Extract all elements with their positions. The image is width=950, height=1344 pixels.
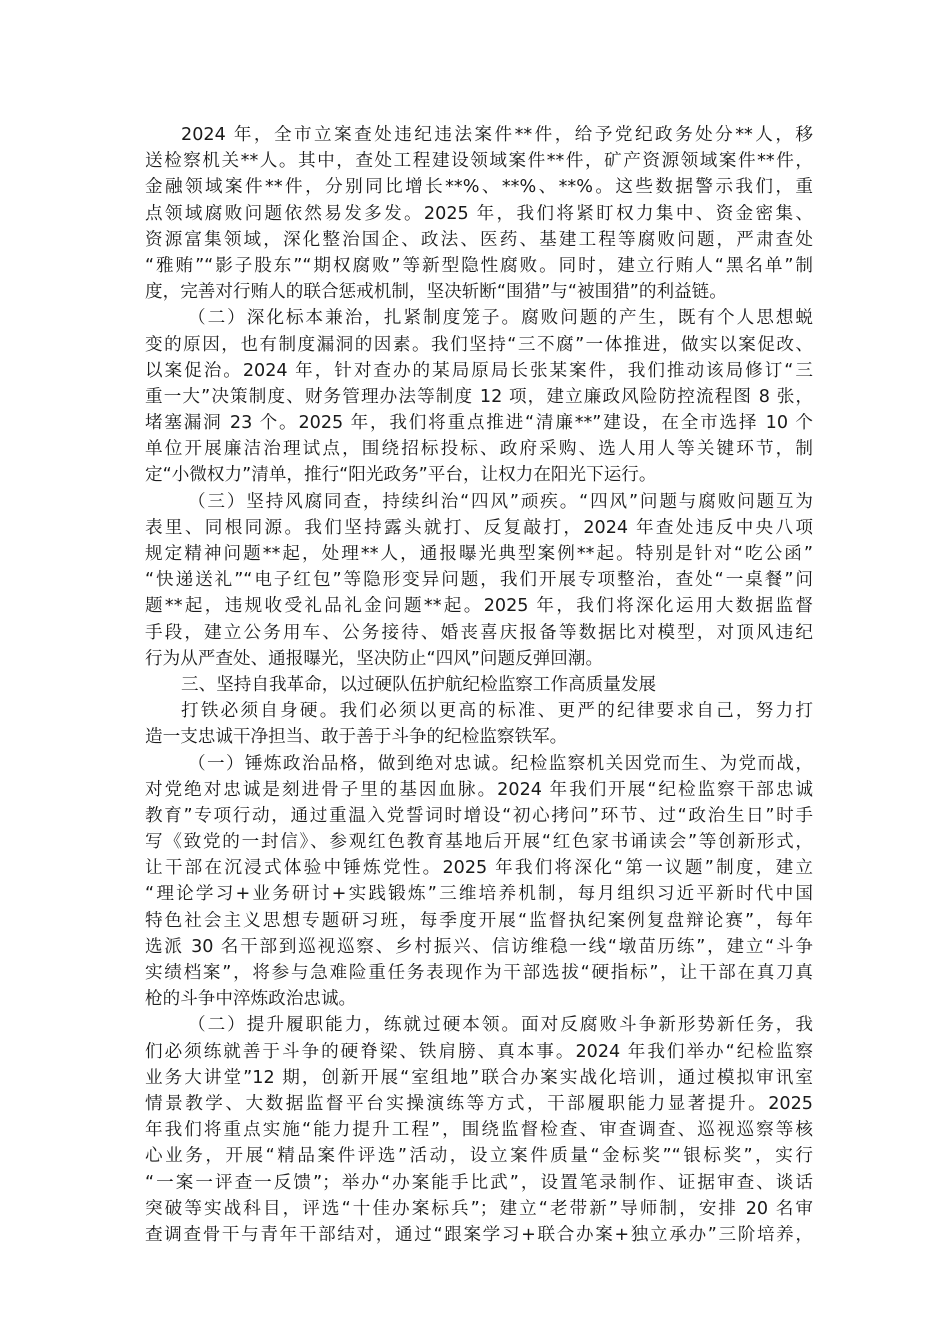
text-line: 写《致党的一封信》、参观红色教育基地后开展“红色家书诵读会”等创新形式， — [145, 832, 813, 853]
text-line: 金融领域案件**件，分别同比增长**%、**%、**%。这些数据警示我们，重 — [145, 177, 813, 198]
text-line: 定“小微权力”清单，推行“阳光政务”平台，让权力在阳光下运行。 — [145, 465, 657, 486]
text-line: 对党绝对忠诚是刻进骨子里的基因血脉。2024 年我们开展“纪检监察干部忠诚 — [145, 779, 813, 800]
text-line: 心业务，开展“精品案件评选”活动，设立案件质量“金标奖”“银标奖”，实行 — [145, 1146, 813, 1167]
text-line: 们必须练就善于斗争的硬脊梁、铁肩膀、真本事。2024 年我们举办“纪检监察 — [145, 1041, 813, 1062]
text-line: （三）坚持风腐同查，持续纠治“四风”顽疾。“四风”问题与腐败问题互为 — [188, 491, 813, 512]
text-line: 点领域腐败问题依然易发多发。2025 年，我们将紧盯权力集中、资金密集、 — [145, 203, 813, 224]
text-line: 资源富集领域，深化整治国企、政法、医药、基建工程等腐败问题，严肃查处 — [145, 229, 813, 250]
text-line: 度，完善对行贿人的联合惩戒机制，坚决斩断“围猎”与“被围猎”的利益链。 — [145, 282, 727, 303]
text-line: 突破等实战科目，评选“十佳办案标兵”；建立“老带新”导师制，安排 20 名审 — [145, 1198, 813, 1219]
text-line: （一）锤炼政治品格，做到绝对忠诚。纪检监察机关因党而生、为党而战， — [188, 753, 813, 774]
text-line: 情景教学、大数据监督平台实操演练等方式，干部履职能力显著提升。2025 — [145, 1093, 813, 1114]
text-line: 实绩档案”，将参与急难险重任务表现作为干部选拔“硬指标”，让干部在真刀真 — [145, 963, 813, 983]
text-line: 堵塞漏洞 23 个。2025 年，我们将重点推进“清廉**”建设，在全市选择 10 个 — [145, 413, 813, 434]
text-line: 手段，建立公务用车、公务接待、婚丧喜庆报备等数据比对模型，对顶风违纪 — [145, 622, 813, 643]
text-line: 教育”专项行动，通过重温入党誓词时增设“初心拷问”环节、过“政治生日”时手 — [145, 805, 813, 826]
text-line: 查调查骨干与青年干部结对，通过“跟案学习+联合办案+独立承办”三阶培养， — [145, 1224, 813, 1245]
text-line: 变的原因，也有制度漏洞的因素。我们坚持“三不腐”一体推进，做实以案促改、 — [145, 334, 813, 355]
text-line: 打铁必须自身硬。我们必须以更高的标准、更严的纪律要求自己，努力打 — [181, 701, 813, 722]
text-line: 选派 30 名干部到巡视巡察、乡村振兴、信访维稳一线“墩苗历练”，建立“斗争 — [145, 936, 813, 957]
text-line: “雅贿”“影子股东”“期权腐败”等新型隐性腐败。同时，建立行贿人“黑名单”制 — [145, 255, 813, 276]
text-line: 三、坚持自我革命，以过硬队伍护航纪检监察工作高质量发展 — [181, 674, 657, 695]
text-line: 特色社会主义思想专题研习班，每季度开展“监督执纪案例复盘辩论赛”，每年 — [145, 910, 813, 931]
text-line: 造一支忠诚干净担当、敢于善于斗争的纪检监察铁军。 — [145, 727, 568, 748]
text-line: 重一大”决策制度、财务管理办法等制度 12 项，建立廉政风险防控流程图 8 张， — [145, 386, 813, 407]
text-line: 让干部在沉浸式体验中锤炼党性。2025 年我们将深化“第一议题”制度，建立 — [145, 858, 813, 879]
text-line: 行为从严查处、通报曝光，坚决防止“四风”问题反弹回潮。 — [145, 648, 604, 669]
text-line: “理论学习+业务研讨+实践锻炼”三维培养机制，每月组织习近平新时代中国 — [145, 884, 813, 905]
text-line: （二）深化标本兼治，扎紧制度笼子。腐败问题的产生，既有个人思想蜕 — [188, 308, 813, 329]
text-line: 单位开展廉洁治理试点，围绕招标投标、政府采购、选人用人等关键环节，制 — [145, 439, 813, 460]
text-line: 规定精神问题**起，处理**人，通报曝光典型案例**起。特别是针对“吃公函” — [145, 544, 813, 564]
text-line: 枪的斗争中淬炼政治忠诚。 — [145, 989, 357, 1010]
text-line: 表里、同根同源。我们坚持露头就打、反复敲打，2024 年查处违反中央八项 — [145, 517, 813, 538]
text-line: “一案一评查一反馈”；举办“办案能手比武”，设置笔录制作、证据审查、谈话 — [145, 1172, 813, 1193]
text-line: 送检察机关**人。其中，查处工程建设领域案件**件，矿产资源领域案件**件， — [145, 151, 813, 172]
text-line: （二）提升履职能力，练就过硬本领。面对反腐败斗争新形势新任务，我 — [188, 1015, 813, 1036]
text-line: 业务大讲堂”12 期，创新开展“室组地”联合办案实战化培训，通过模拟审讯室 — [145, 1067, 813, 1088]
text-line: 2024 年，全市立案查处违纪违法案件**件，给予党纪政务处分**人，移 — [181, 125, 813, 145]
document-body — [145, 122, 813, 1248]
text-line: “快递送礼”“电子红包”等隐形变异问题，我们开展专项整治，查处“一桌餐”问 — [145, 570, 813, 591]
text-line: 年我们将重点实施“能力提升工程”，围绕监督检查、审查调查、巡视巡察等核 — [145, 1120, 813, 1141]
text-line: 以案促治。2024 年，针对查办的某局原局长张某案件，我们推动该局修订“三 — [145, 360, 813, 381]
text-line: 题**起，违规收受礼品礼金问题**起。2025 年，我们将深化运用大数据监督 — [145, 596, 813, 617]
